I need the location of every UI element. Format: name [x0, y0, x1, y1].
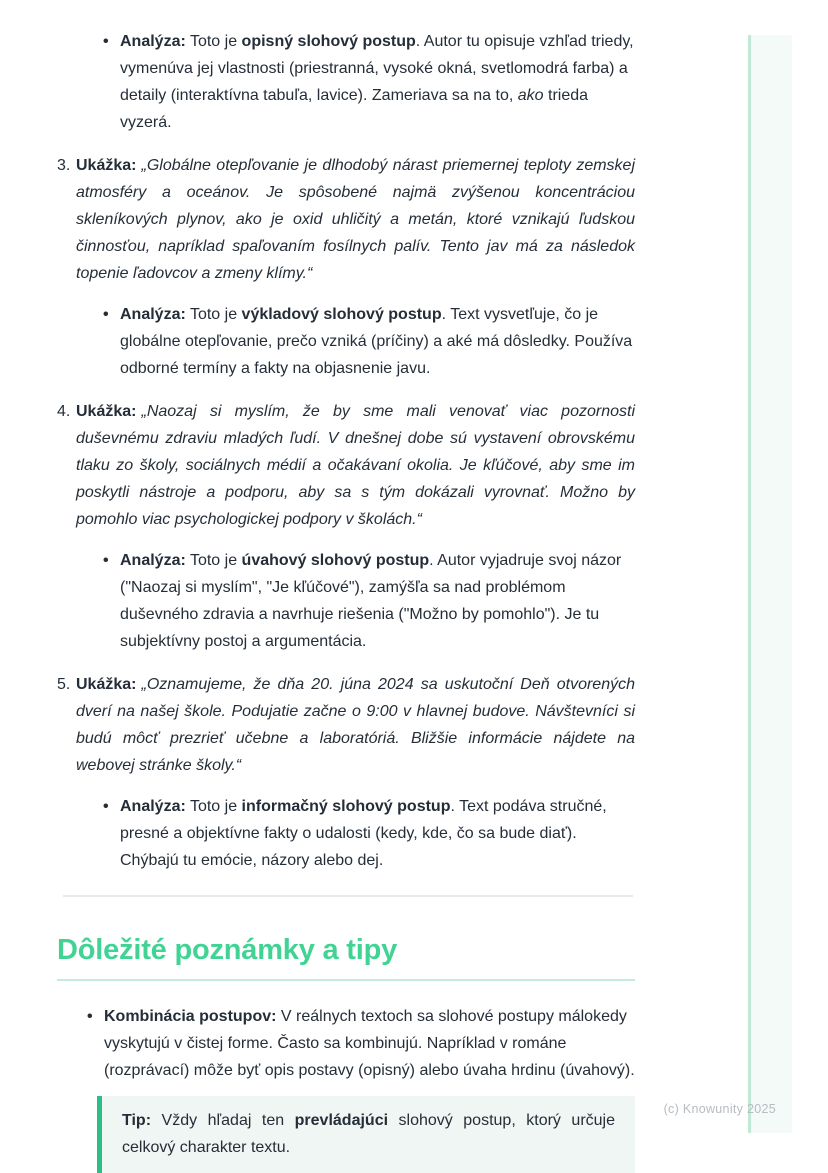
analysis-lead: Toto je: [185, 552, 242, 569]
analysis-paragraph: [120, 793, 635, 874]
tip-term: prevládajúci: [294, 1112, 389, 1129]
analysis-label: Analýza:: [120, 798, 186, 815]
analysis-term: úvahový slohový postup: [241, 552, 430, 569]
analysis-label: Analýza:: [120, 552, 186, 569]
example-item-5: [57, 671, 635, 779]
example-quote: [76, 671, 635, 779]
analysis-label: Analýza:: [120, 306, 186, 323]
bullet-marker: •: [87, 1008, 93, 1025]
tip-paragraph: [122, 1107, 615, 1161]
example-quote: [76, 152, 635, 287]
section-title: Dôležité poznámky a tipy: [57, 934, 398, 966]
quote-text: „Oznamujeme, že dňa 20. júna 2024 sa uskutoční Deň otvorených dverí na našej škole. Podujatie začne o 9:00 v hlavnej budove. Návštevníci si budú môcť prezrieť učebne a laboratóriá. Bližšie informácie nájdete na webovej stránke školy.“: [76, 676, 635, 774]
quote-text: „Naozaj si myslím, že by sme mali venovať viac pozornosti duševnému zdraviu mladých ľudí. V dnešnej dobe sú vystavení obrovskému tlaku zo školy, sociálnych médií a očakávaní okolia. Je kľúčové, aby sme im poskytli nástroje a podporu, aby sa s tým dokázali vyrovnať. Možno by pomohlo viac psychologickej podpory v školách.“: [76, 403, 635, 528]
tip-label: Tip:: [122, 1112, 152, 1129]
tip-lead: Vždy hľadaj ten: [151, 1112, 295, 1129]
analysis-lead: Toto je: [185, 306, 242, 323]
analysis-term: opisný slohový postup: [241, 33, 416, 50]
example-label: Ukážka:: [76, 676, 137, 693]
analysis-term: výkladový slohový postup: [241, 306, 442, 323]
bullet-marker: •: [103, 552, 109, 569]
analysis-paragraph: [120, 28, 635, 136]
example-label: Ukážka:: [76, 157, 137, 174]
analysis-text: . Text vysvetľuje, čo je globálne otepľovanie, prečo vzniká (príčiny) a aké má dôsledky. Používa odborné termíny a fakty na objasnenie javu.: [120, 306, 633, 377]
analysis-bullet-item: [103, 28, 635, 136]
bullet-marker: •: [103, 798, 109, 815]
section-title-underline: [57, 979, 635, 981]
notes-paragraph: [104, 1003, 635, 1084]
quote-text: „Globálne otepľovanie je dlhodobý nárast priemernej teploty zemskej atmosféry a oceánov. Je spôsobené najmä zvýšenou koncentráciou skleníkových plynov, ako je oxid uhličitý a metán, ktoré vznikajú ľudskou činnosťou, napríklad spaľovaním fosílnych palív. Tento jav má za následok topenie ľadovcov a zmeny klímy.“: [76, 157, 635, 282]
analysis-text: . Autor vyjadruje svoj názor ("Naozaj si myslím", "Je kľúčové"), zamýšľa sa nad problémom duševného zdravia a navrhuje riešenia ("Možno by pomohlo"). Je tu subjektívny postoj a argumentácia.: [120, 552, 622, 650]
list-number: 3.: [57, 157, 71, 174]
example-quote: [76, 398, 635, 533]
example-label: Ukážka:: [76, 403, 137, 420]
analysis-italic-word: ako: [517, 87, 544, 104]
analysis-bullet-item: [103, 793, 635, 874]
notes-label: Kombinácia postupov:: [104, 1008, 277, 1025]
tip-callout: [97, 1096, 635, 1173]
analysis-text: . Autor tu opisuje vzhľad triedy, vymenúva jej vlastnosti (priestranná, vysoké okná, svetlomodrá farba) a detaily (interaktívna tabuľa, lavice). Zameriava sa na to,: [120, 33, 634, 104]
list-number: 4.: [57, 403, 71, 420]
document-content: [57, 28, 635, 1173]
notes-text: V reálnych textoch sa slohové postupy málokedy vyskytujú v čistej forme. Často sa kombinujú. Napríklad v románe (rozprávací) môže byť opis postavy (opisný) alebo úvaha hrdinu (úvahový).: [104, 1008, 635, 1079]
section-divider: [63, 895, 633, 897]
analysis-term: informačný slohový postup: [241, 798, 451, 815]
analysis-bullet-item: [103, 547, 635, 655]
analysis-text-end: trieda vyzerá.: [120, 87, 589, 131]
analysis-text: . Text podáva stručné, presné a objektívne fakty o udalosti (kedy, kde, čo sa bude diať). Chýbajú tu emócie, názory alebo dej.: [120, 798, 607, 869]
analysis-label: Analýza:: [120, 33, 186, 50]
tip-text: slohový postup, ktorý určuje celkový charakter textu.: [122, 1112, 616, 1156]
page-edge-stripe: [748, 35, 792, 1133]
notes-bullet-item: [87, 1003, 635, 1084]
list-number: 5.: [57, 676, 71, 693]
analysis-paragraph: [120, 547, 635, 655]
analysis-lead: Toto je: [185, 798, 242, 815]
analysis-bullet-item: [103, 301, 635, 382]
example-item-4: [57, 398, 635, 533]
bullet-marker: •: [103, 33, 109, 50]
copyright-watermark: (c) Knowunity 2025: [663, 1102, 776, 1116]
analysis-paragraph: [120, 301, 635, 382]
analysis-lead: Toto je: [185, 33, 242, 50]
example-item-3: [57, 152, 635, 287]
bullet-marker: •: [103, 306, 109, 323]
